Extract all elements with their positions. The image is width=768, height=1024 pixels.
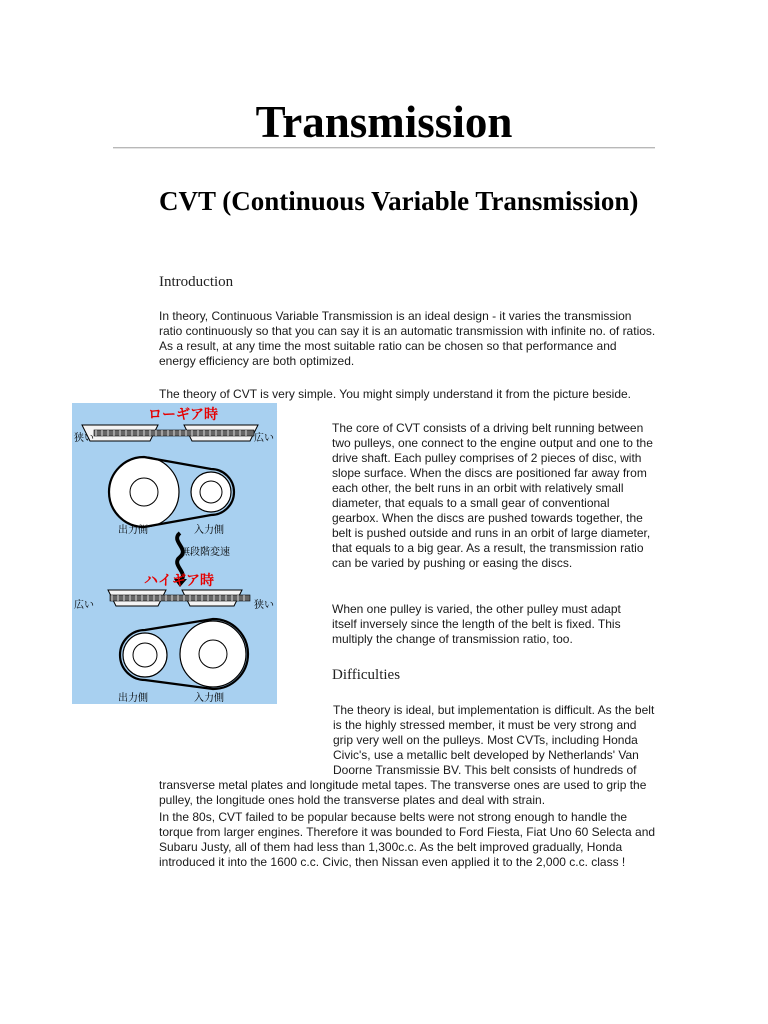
introduction-heading: Introduction xyxy=(159,274,234,290)
cvt-core-paragraph: The core of CVT consists of a driving belt running between two pulleys, one connect to the engine output and one to the drive shaft. Each pulley comprises of 2 pieces of disc, with slope surface. When the discs are positioned far away from each other, the belt runs in an orbit with relatively small diameter, that equals to a small gear of conventional gearbox. When the discs are pushed towards together, the belt is pushed outside and runs in an orbit of large diameter, that equals to a big gear. As a result, the transmission ratio can be varied by pushing or easing the discs. xyxy=(332,421,653,570)
wide-label-high: 広い xyxy=(74,600,94,611)
cvt-pulley-figure xyxy=(72,403,277,704)
title-divider xyxy=(113,147,655,149)
section-title: CVT (Continuous Variable Transmission) xyxy=(159,186,639,216)
page-title: Transmission xyxy=(255,97,513,147)
low-gear-pulleys xyxy=(82,425,258,527)
difficulties-paragraph-1-text: The theory is ideal, but implementation is difficult. As the belt is the highly stressed member, it must be very strong and grip very well on the pulleys. Most CVTs, including Honda Civic's, use a metallic belt developed by Netherlands' Van Doorne Transmissie BV. This belt consists of hundreds of transverse metal plates and longitude metal tapes. The transverse ones are used to grip the pulley, the longitude ones hold the transverse plates and deal with strain. xyxy=(159,703,655,807)
high-gear-pulleys xyxy=(108,590,250,689)
pulley-adapt-paragraph: When one pulley is varied, the other pulley must adapt itself inversely since the length of the belt is fixed. This multiply the change of transmission ratio, too. xyxy=(332,602,621,646)
output-wheel-low-inner xyxy=(130,478,158,506)
intro-paragraph-2: The theory of CVT is very simple. You might simply understand it from the picture beside. xyxy=(159,387,631,401)
input-wheel-low-inner xyxy=(200,481,222,503)
cvt-pulley-diagram xyxy=(72,403,277,704)
output-side-label-low: 出力側 xyxy=(118,525,148,536)
intro-paragraph-1: In theory, Continuous Variable Transmission is an ideal design - it varies the transmission ratio continuously so that you can say it is an automatic transmission with infinite no. of ratios. As a result, at any time the most suitable ratio can be chosen so that performance and energy efficiency are both optimized. xyxy=(159,309,656,368)
wide-label-low: 広い xyxy=(254,433,274,444)
difficulties-paragraph-1 xyxy=(159,703,656,808)
narrow-label-low: 狭い xyxy=(74,433,94,444)
input-wheel-high-inner xyxy=(199,640,227,668)
input-side-label-high: 入力側 xyxy=(194,693,224,704)
high-gear-label: ハイギア時 xyxy=(144,573,214,589)
belt-top-high xyxy=(110,595,250,601)
output-side-label-high: 出力側 xyxy=(118,693,148,704)
input-side-label-low: 入力側 xyxy=(194,525,224,536)
output-wheel-high-inner xyxy=(133,643,157,667)
figure-float-spacer xyxy=(159,703,333,766)
cvt-label: 無段階変速 xyxy=(180,547,230,558)
low-gear-label: ローギア時 xyxy=(148,407,218,423)
narrow-label-high: 狭い xyxy=(254,600,274,611)
difficulties-heading: Difficulties xyxy=(332,667,401,683)
difficulties-paragraph-2: In the 80s, CVT failed to be popular because belts were not strong enough to handle the torque from larger engines. Therefore it was bounded to Ford Fiesta, Fiat Uno 60 Selecta and Subaru Justy, all of them had less than 1,300c.c. As the belt improved gradually, Honda introduced it into the 1600 c.c. Civic, then Nissan even applied it to the 2,000 c.c. class ! xyxy=(159,810,656,869)
